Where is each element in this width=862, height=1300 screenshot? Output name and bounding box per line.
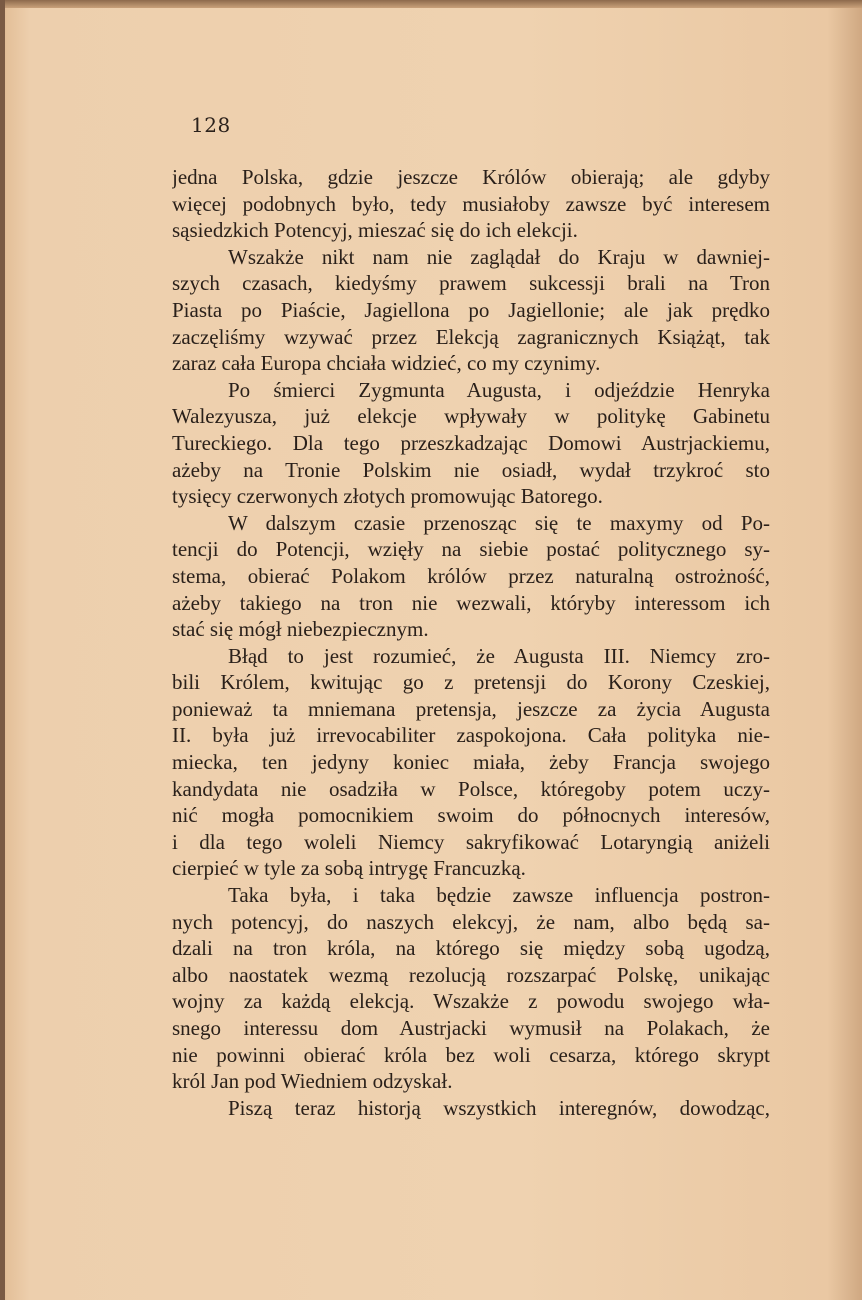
text-line: Wszakże nikt nam nie zaglądał do Kraju w dawniej- (228, 244, 770, 269)
text-line: Tureckiego. Dla tego przeszkadzając Domowi Austrjackiemu, (172, 430, 770, 455)
text-line: albo naostatek wezmą rezolucją rozszarpać Polskę, unikając (172, 962, 770, 987)
body-text (172, 164, 770, 1121)
text-line: W dalszym czasie przenosząc się te maxymy od Po- (228, 510, 770, 535)
text-line: sąsiedzkich Potencyj, mieszać się do ich elekcji. (172, 218, 578, 243)
text-line: król Jan pod Wiedniem odzyskał. (172, 1069, 453, 1094)
text-line: zaraz cała Europa chciała widzieć, co my czynimy. (172, 351, 601, 376)
text-line: miecka, ten jedyny koniec miała, żeby Francja swojego (172, 750, 770, 775)
text-line: ażeby na Tronie Polskim nie osiadł, wydał trzykroć sto (172, 457, 770, 482)
text-line: tysięcy czerwonych złotych promowując Batorego. (172, 484, 603, 509)
text-line: Taka była, i taka będzie zawsze influencja postron- (228, 883, 770, 908)
text-line: stema, obierać Polakom królów przez naturalną ostrożność, (172, 563, 770, 588)
page-spine-shadow (0, 0, 5, 1300)
text-line: bili Królem, kwitując go z pretensji do Korony Czeskiej, (172, 670, 770, 695)
text-line: wojny za każdą elekcją. Wszakże z powodu swojego wła- (172, 989, 770, 1014)
text-line: Błąd to jest rozumieć, że Augusta III. Niemcy zro- (228, 643, 770, 668)
text-line: nić mogła pomocnikiem swoim do północnych interesów, (172, 803, 770, 828)
text-line: zaczęliśmy wzywać przez Elekcją zagranicznych Książąt, tak (172, 324, 770, 349)
text-line: ażeby takiego na tron nie wezwali, któryby interessom ich (172, 590, 770, 615)
text-line: nie powinni obierać króla bez woli cesarza, którego skrypt (172, 1042, 770, 1067)
text-line: snego interessu dom Austrjacki wymusił na Polakach, że (172, 1016, 770, 1040)
text-line: dzali na tron króla, na którego się między sobą ugodzą, (172, 936, 770, 961)
text-line: Piasta po Piaście, Jagiellona po Jagiellonie; ale jak prędko (172, 297, 770, 322)
text-line: II. była już irrevocabiliter zaspokojona. Cała polityka nie- (172, 723, 770, 748)
text-line: Walezyusza, już elekcje wpływały w politykę Gabinetu (172, 404, 770, 429)
text-line: Piszą teraz historją wszystkich interegnów, dowodząc, (228, 1095, 770, 1120)
page-top-edge (0, 0, 862, 8)
text-line: stać się mógł niebezpiecznym. (172, 617, 429, 642)
page-number: 128 (191, 113, 231, 137)
text-line: ponieważ ta mniemana pretensja, jeszcze za życia Augusta (172, 696, 770, 721)
text-line: tencji do Potencji, wzięły na siebie postać politycznego sy- (172, 537, 770, 562)
text-line: cierpieć w tyle za sobą intrygę Francuzką. (172, 856, 526, 881)
text-line: więcej podobnych było, tedy musiałoby zawsze być interesem (172, 191, 770, 216)
text-line: Po śmierci Zygmunta Augusta, i odjeździe Henryka (228, 377, 770, 402)
text-line: jedna Polska, gdzie jeszcze Królów obierają; ale gdyby (172, 165, 770, 189)
text-line: nych potencyj, do naszych elekcyj, że nam, albo będą sa- (172, 909, 770, 934)
text-line: kandydata nie osadziła w Polsce, któregoby potem uczy- (172, 776, 770, 801)
text-line: i dla tego woleli Niemcy sakryfikować Lotaryngią aniżeli (172, 829, 770, 854)
text-line: szych czasach, kiedyśmy prawem sukcessji brali na Tron (172, 271, 770, 296)
